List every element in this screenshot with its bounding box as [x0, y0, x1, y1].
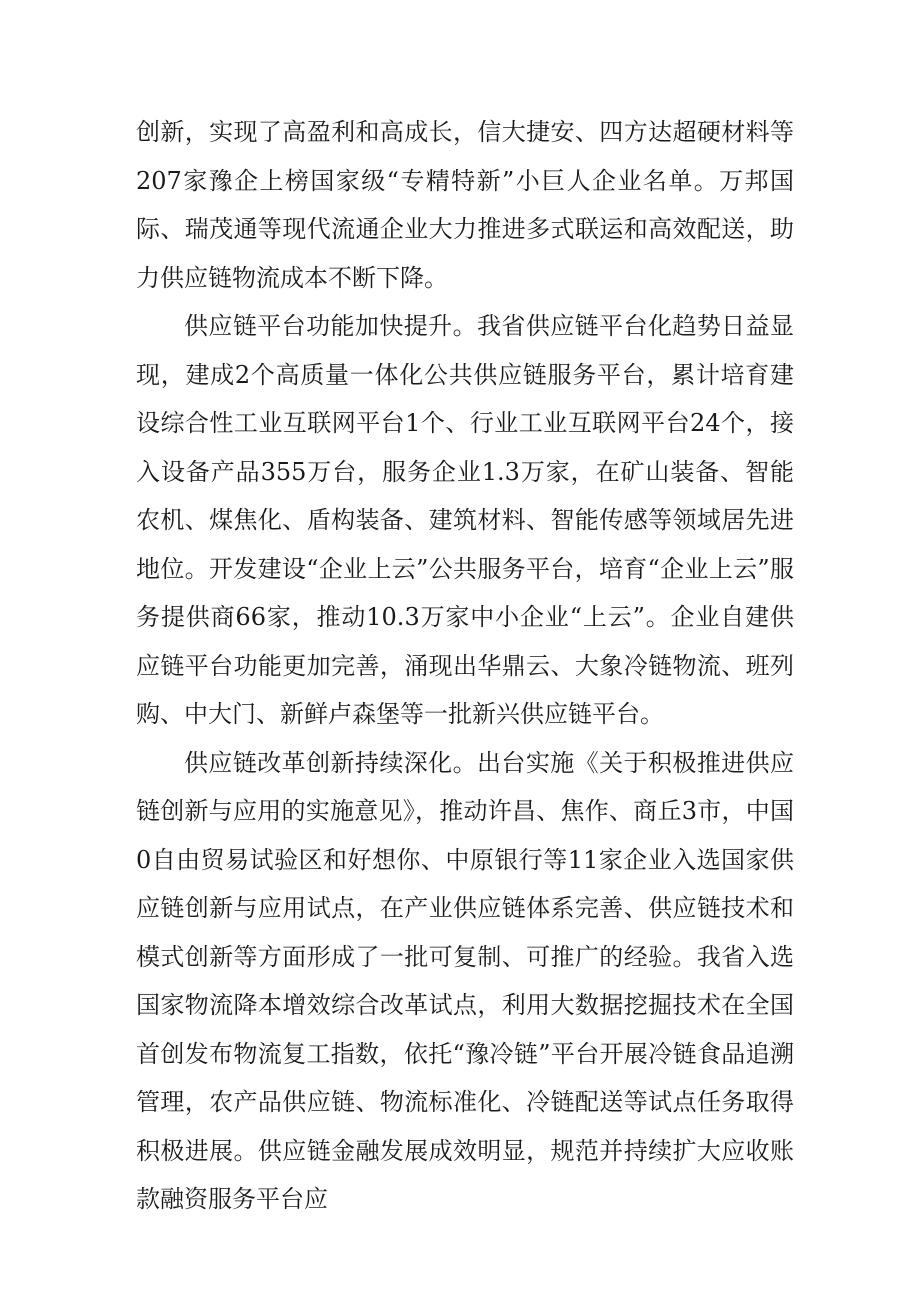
paragraph-1: 创新，实现了高盈利和高成长，信大捷安、四方达超硬材料等207家豫企上榜国家级“专精特新”小巨人企业名单。万邦国际、瑞茂通等现代流通企业大力推进多式联运和高效配送，助力供应链物流成本不断下降。	[136, 118, 794, 292]
document-body	[136, 108, 794, 1224]
paragraph-3: 供应链改革创新持续深化。出台实施《关于积极推进供应链创新与应用的实施意见》，推动许昌、焦作、商丘3市，中国0自由贸易试验区和好想你、中原银行等11家企业入选国家供应链创新与应用试点，在产业供应链体系完善、供应链技术和模式创新等方面形成了一批可复制、可推广的经验。我省入选国家物流降本增效综合改革试点，利用大数据挖掘技术在全国首创发布物流复工指数，依托“豫冷链”平台开展冷链食品追溯管理，农产品供应链、物流标准化、冷链配送等试点任务取得积极进展。供应链金融发展成效明显，规范并持续扩大应收账款融资服务平台应	[136, 748, 794, 1213]
paragraph-2: 供应链平台功能加快提升。我省供应链平台化趋势日益显现，建成2个高质量一体化公共供应链服务平台，累计培育建设综合性工业互联网平台1个、行业工业互联网平台24个，接入设备产品355万台，服务企业1.3万家，在矿山装备、智能农机、煤焦化、盾构装备、建筑材料、智能传感等领域居先进地位。开发建设“企业上云”公共服务平台，培育“企业上云”服务提供商66家，推动10.3万家中小企业“上云”。企业自建供应链平台功能更加完善，涌现出华鼎云、大象冷链物流、班列购、中大门、新鲜卢森堡等一批新兴供应链平台。	[136, 312, 794, 728]
